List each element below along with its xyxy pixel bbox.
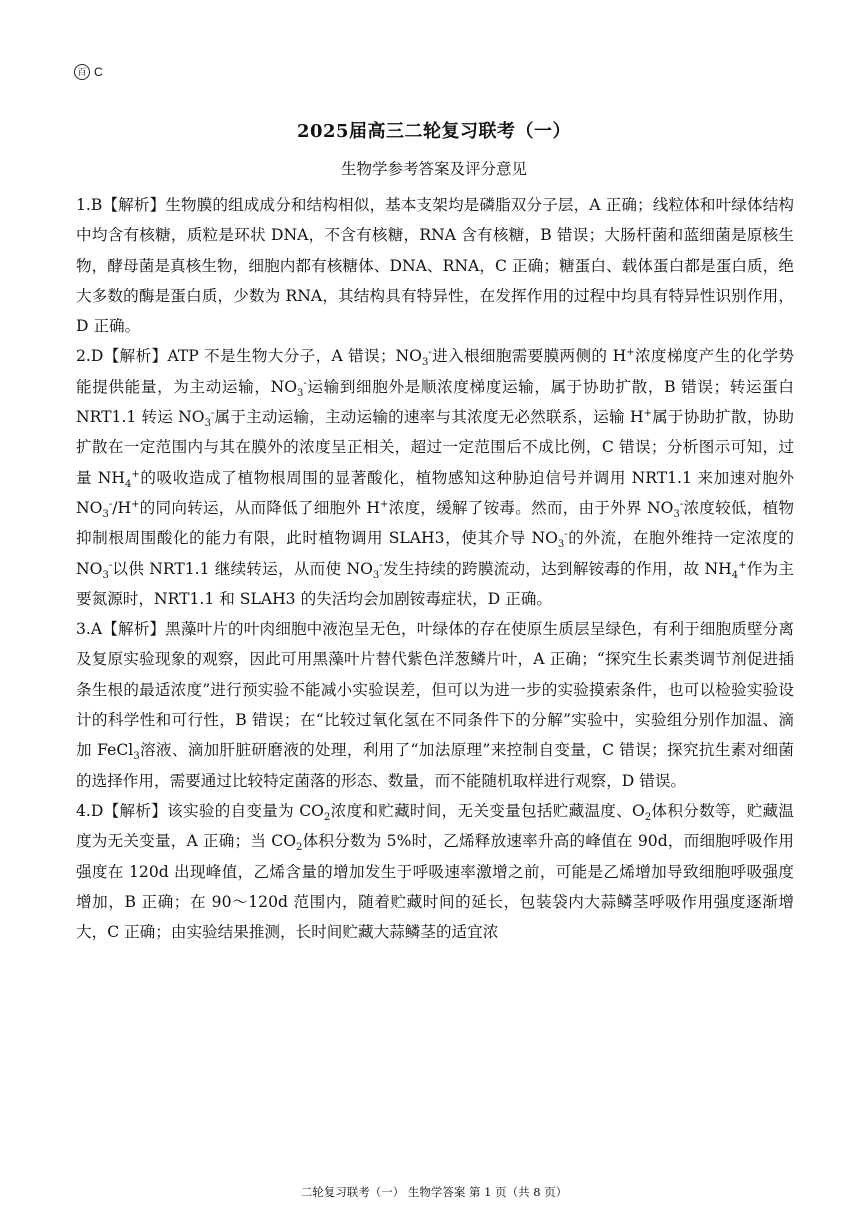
answer-list (76, 190, 794, 947)
formula-sup: + (738, 559, 747, 571)
text-run: 的吸收造成了植物根周围的显著酸化，植物感知这种胁迫信号并调用 NRT1.1 来加速对胞外 NO (76, 468, 795, 517)
formula-sub: 3 (421, 357, 429, 369)
page-subtitle: 生物学参考答案及评分意见 (340, 160, 527, 178)
formula-sub: 3 (102, 509, 109, 521)
text-run: /H (112, 498, 132, 517)
formula-sub: 3 (673, 509, 680, 521)
formula-sup: - (679, 498, 684, 510)
formula-sup: + (131, 498, 140, 510)
formula-sup: - (108, 498, 113, 510)
text-run: 以供 NRT1.1 继续转运，从而使 NO (112, 559, 373, 578)
formula-sup: - (210, 407, 215, 419)
formula-sub: 3 (204, 418, 211, 430)
page-title: 2025届高三二轮复习联考（一） (296, 121, 572, 142)
text-run: 浓度较低，植物抑制根周围酸化的能力有限，此时植物调用 SLAH3，使其介导 NO (76, 498, 794, 548)
text-run: 4.D【解析】该实验的自变量为 CO (76, 801, 324, 820)
formula-sub: 3 (102, 569, 109, 581)
text-run: 2.D【解析】ATP 不是生物大分子，A 错误；NO (76, 347, 422, 366)
text-run: 进入根细胞需要膜两侧的 H (431, 347, 627, 366)
answer-item-4 (76, 796, 794, 947)
formula-sub: 4 (731, 569, 739, 581)
formula-sup: - (379, 559, 383, 571)
logo-seal-icon: 百 (74, 64, 90, 80)
text-run: 的同向转运，从而降低了细胞外 H (139, 498, 381, 517)
formula-sup: - (428, 347, 432, 359)
formula-sup: + (643, 407, 652, 419)
text-run: 体积分数等，贮藏温度为无关变量，A 正确；当 CO (76, 801, 794, 851)
page-footer: 二轮复习联考（一） 生物学答案 第 1 页（共 8 页） (300, 1185, 568, 1199)
formula-sup: + (380, 498, 389, 510)
formula-sup: + (131, 468, 140, 480)
logo-letter: C (94, 65, 103, 79)
formula-sup: - (564, 529, 568, 541)
text-run: 浓度，缓解了铵毒。然而，由于外界 NO (388, 498, 674, 517)
text-run: 作为主要氮源时，NRT1.1 和 SLAH3 的失活均会加剧铵毒症状，D 正确。 (76, 559, 794, 608)
text-run: 体积分数为 5%时，乙烯释放速率升高的峰值在 90d，而细胞呼吸作用强度在 120d 出现峰值，乙烯含量的增加发生于呼吸速率激增之前，可能是乙烯增加导致细胞呼吸强度增加，B 正确；在 90～120d 范围内，随着贮藏时间的延长，包装袋内大蒜鳞茎呼吸作用强度逐渐增大，C 正确；由实验结果推测，长时间贮藏大蒜鳞茎的适宜浓 (76, 832, 795, 942)
formula-sub: 3 (297, 387, 304, 399)
answer-item-2 (76, 341, 794, 614)
formula-sub: 2 (296, 842, 303, 854)
logo (74, 64, 103, 80)
text-run: 发生持续的跨膜流动，达到解铵毒的作用，故 NH (382, 559, 732, 578)
text-run: 1.B【解析】生物膜的组成成分和结构相似，基本支架均是磷脂双分子层，A 正确；线粒体和叶绿体结构中均含有核糖，质粒是环状 DNA，不含有核糖，RNA 含有核糖，B 错误；大肠杆菌和蓝细菌是原核生物，酵母菌是真核生物，细胞内都有核糖体、DNA、RNA，C 正确；糖蛋白、载体蛋白都是蛋白质，绝大多数的酶是蛋白质，少数为 RNA，其结构具有特异性，在发挥作用的过程中均具有特异性识别作用，D 正确。 (76, 196, 794, 336)
text-run: 3.A【解析】黑藻叶片的叶肉细胞中液泡呈无色，叶绿体的存在使原生质层呈绿色，有利于细胞质壁分离及复原实验现象的观察，因此可用黑藻叶片替代紫色洋葱鳞片叶，A 正确；“探究生长素类调节剂促进插条生根的最适浓度”进行预实验不能减小实验误差，但可以为进一步的实验摸索条件，也可以检验实验设计的科学性和可行性，B 错误；在“比较过氧化氢在不同条件下的分解”实验中，实验组分别作加温、滴加 FeCl (76, 620, 794, 760)
formula-sup: + (626, 347, 635, 359)
text-run: 的外流，在胞外维持一定浓度的 NO (76, 529, 794, 578)
text-run: 属于主动运输，主动运输的速率与其浓度无必然联系，运输 H (214, 408, 644, 427)
formula-sup: - (303, 377, 307, 389)
formula-sub: 3 (372, 569, 380, 581)
answer-item-3 (76, 614, 794, 796)
formula-sub: 2 (323, 812, 331, 824)
text-run: 浓度梯度产生的化学势能提供能量，为主动运输，NO (76, 347, 794, 396)
formula-sub: 3 (133, 751, 140, 763)
formula-sub: 2 (644, 812, 652, 824)
text-run: 浓度和贮藏时间，无关变量包括贮藏温度、O (330, 801, 645, 820)
answer-item-1 (76, 190, 794, 341)
text-run: 属于协助扩散，协助扩散在一定范围内与其在膜外的浓度呈正相关，超过一定范围后不成比例，C 错误；分析图示可知，过量 NH (76, 408, 794, 487)
text-run: 溶液、滴加肝脏研磨液的处理，利用了“加法原理”来控制自变量，C 错误；探究抗生素对细菌的选择作用，需要通过比较特定菌落的形态、数量，而不能随机取样进行观察，D 错误。 (76, 741, 794, 790)
formula-sup: - (108, 559, 113, 571)
formula-sub: 4 (125, 478, 132, 490)
formula-sub: 3 (557, 539, 565, 551)
text-run: 运输到细胞外是顺浓度梯度运输，属于协助扩散，B 错误；转运蛋白 NRT1.1 转运 NO (76, 377, 794, 427)
